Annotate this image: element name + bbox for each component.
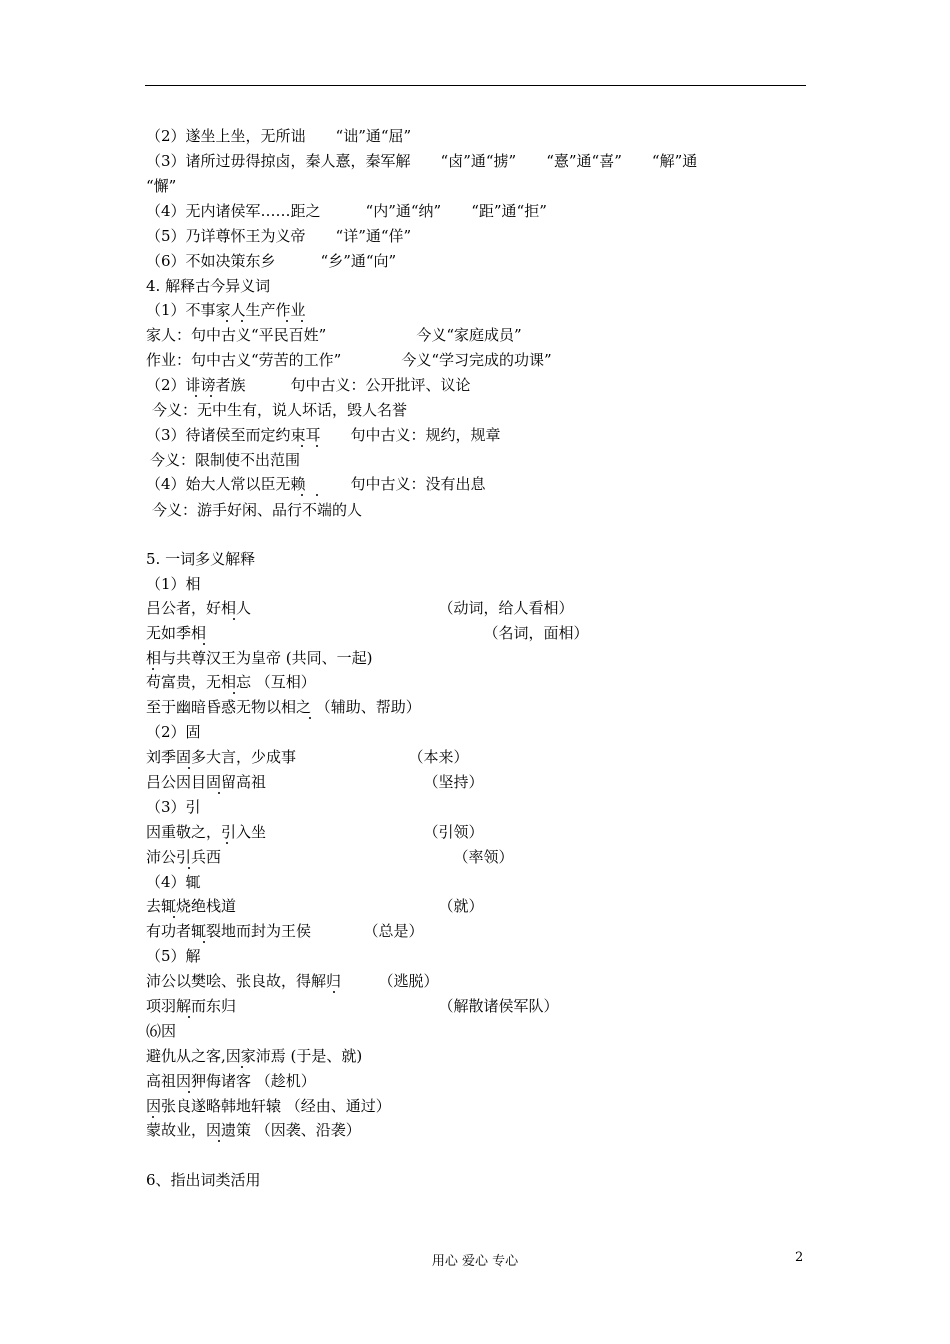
header-rule bbox=[145, 85, 806, 86]
emphasis-dot bbox=[316, 445, 318, 447]
text-line: 蒙故业，因遗策 （因袭、沿袭） bbox=[146, 1121, 361, 1139]
emphasis-dot bbox=[218, 792, 220, 794]
text-line: （6）不如决策东乡 “乡”通“向” bbox=[146, 252, 397, 270]
emphasis-dot bbox=[218, 1140, 220, 1142]
text-line: 因张良遂略韩地轩辕 （经由、通过） bbox=[146, 1097, 391, 1115]
emphasis-dot bbox=[333, 991, 335, 993]
text-line: 吕公者，好相人 （动词，给人看相） bbox=[146, 599, 574, 617]
emphasis-dot bbox=[152, 1116, 154, 1118]
text-line: 有功者辄裂地而封为王侯 （总是） bbox=[146, 922, 424, 940]
emphasis-dot bbox=[233, 692, 235, 694]
text-line: （3）引 bbox=[146, 798, 201, 816]
emphasis-dot bbox=[301, 494, 303, 496]
text-line: “懈” bbox=[146, 177, 177, 195]
text-line: （4）无内诸侯军……距之 “内”通“纳” “距”通“拒” bbox=[146, 202, 547, 220]
text-line: 沛公以樊哙、张良故，得解归 （逃脱） bbox=[146, 972, 439, 990]
emphasis-dot bbox=[188, 767, 190, 769]
emphasis-dot bbox=[203, 643, 205, 645]
emphasis-dot bbox=[241, 1066, 243, 1068]
text-line: （1）不事家人生产作业 bbox=[146, 301, 306, 319]
text-line: 今义：限制使不出范围 bbox=[150, 451, 301, 469]
emphasis-dot bbox=[188, 1016, 190, 1018]
text-line: （1）相 bbox=[146, 575, 201, 593]
text-line: ⑹因 bbox=[146, 1022, 177, 1040]
emphasis-dot bbox=[210, 395, 212, 397]
emphasis-dot bbox=[233, 618, 235, 620]
text-line: （4）始大人常以臣无赖 句中古义：没有出息 bbox=[146, 475, 486, 493]
section-heading: 5. 一词多义解释 bbox=[146, 550, 256, 568]
emphasis-dot bbox=[188, 1091, 190, 1093]
text-line: （5）乃详尊怀王为义帝 “详”通“佯” bbox=[146, 227, 412, 245]
text-line: 项羽解而东归 （解散诸侯军队） bbox=[146, 997, 559, 1015]
text-line: 避仇从之客,因家沛焉 (于是、就) bbox=[146, 1047, 363, 1065]
emphasis-dot bbox=[152, 668, 154, 670]
text-line: 因重敬之，引入坐 （引领） bbox=[146, 823, 484, 841]
page-number: 2 bbox=[795, 1250, 804, 1265]
text-line: （3）待诸侯至而定约束耳 句中古义：规约，规章 bbox=[146, 426, 501, 444]
text-line: 吕公因目固留高祖 （坚持） bbox=[146, 773, 484, 791]
emphasis-dot bbox=[286, 320, 288, 322]
text-line: 今义：无中生有，说人坏话，毁人名誉 bbox=[152, 401, 408, 419]
emphasis-dot bbox=[226, 842, 228, 844]
text-line: （2）遂坐上坐，无所诎 “诎”通“屈” bbox=[146, 127, 412, 145]
emphasis-dot bbox=[188, 867, 190, 869]
text-line: 刘季固多大言，少成事 （本来） bbox=[146, 748, 469, 766]
text-line: 去辄烧绝栈道 （就） bbox=[146, 897, 484, 915]
emphasis-dot bbox=[226, 320, 228, 322]
emphasis-dot bbox=[309, 717, 311, 719]
text-line: 今义：游手好闲、品行不端的人 bbox=[152, 501, 363, 519]
section-heading: 6、指出词类活用 bbox=[146, 1171, 261, 1189]
emphasis-dot bbox=[301, 320, 303, 322]
emphasis-dot bbox=[173, 916, 175, 918]
text-line: 苟富贵，无相忘 （互相） bbox=[146, 673, 316, 691]
emphasis-dot bbox=[301, 445, 303, 447]
text-line: （3）诸所过毋得掠卤，秦人憙，秦军解 “卤”通“掳” “憙”通“喜” “解”通 bbox=[146, 152, 698, 170]
text-line: （2）固 bbox=[146, 723, 201, 741]
section-heading: 4. 解释古今异义词 bbox=[146, 277, 271, 295]
text-line: （4）辄 bbox=[146, 873, 201, 891]
text-line: 家人：句中古义“平民百姓” 今义“家庭成员” bbox=[146, 326, 522, 344]
text-line: 沛公引兵西 （率领） bbox=[146, 848, 514, 866]
emphasis-dot bbox=[241, 320, 243, 322]
text-line: 相与共尊汉王为皇帝 (共同、一起) bbox=[146, 649, 373, 667]
emphasis-dot bbox=[195, 395, 197, 397]
text-line: 无如季相 （名词，面相） bbox=[146, 624, 589, 642]
text-line: （2）诽谤者族 句中古义：公开批评、议论 bbox=[146, 376, 471, 394]
emphasis-dot bbox=[203, 941, 205, 943]
emphasis-dot bbox=[316, 494, 318, 496]
text-line: 作业：句中古义“劳苦的工作” 今义“学习完成的功课” bbox=[146, 351, 552, 369]
text-line: 至于幽暗昏惑无物以相之 （辅助、帮助） bbox=[146, 698, 421, 716]
text-line: 高祖因狎侮诸客 （趁机） bbox=[146, 1072, 316, 1090]
text-line: （5）解 bbox=[146, 947, 201, 965]
footer-slogan: 用心 爱心 专心 bbox=[431, 1254, 519, 1269]
